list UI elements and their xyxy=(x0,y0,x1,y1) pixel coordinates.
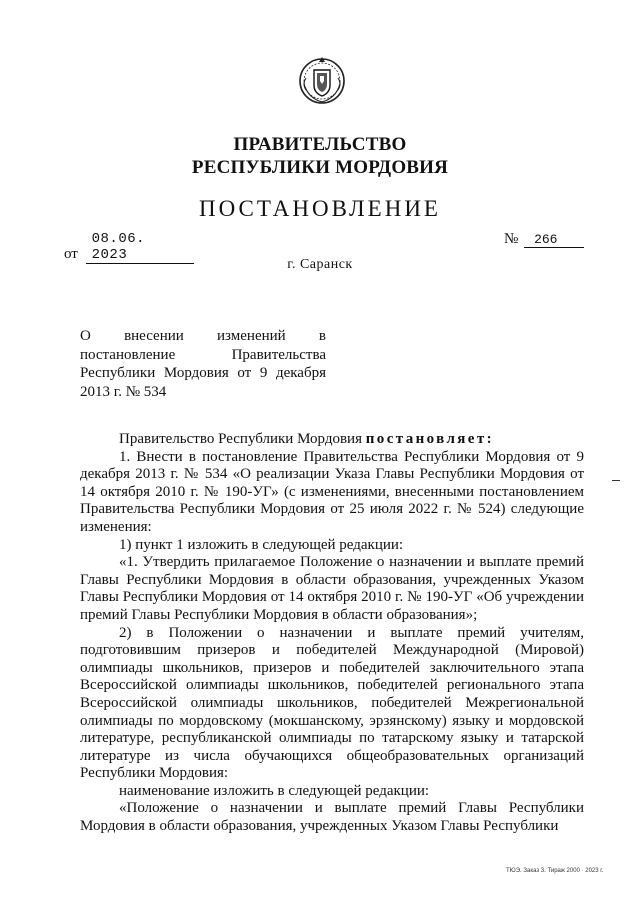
government-line-2: РЕСПУБЛИКИ МОРДОВИЯ xyxy=(191,157,449,178)
government-line-1: ПРАВИТЕЛЬСТВО xyxy=(233,134,407,155)
subject-line: 2013 г. № 534 xyxy=(80,383,167,400)
subject-line: О внесении изменений в xyxy=(80,328,326,344)
date-prefix: от xyxy=(64,246,78,262)
document-number: 266 xyxy=(524,232,584,248)
body-paragraph: «Положение о назначении и выплате премий Главы Республики Мордовия в области образования, учрежденных Указом Главы Республики xyxy=(80,800,584,835)
city-label: г. Саранск xyxy=(287,257,353,272)
intro-paragraph xyxy=(80,431,584,449)
number-prefix: № xyxy=(504,231,519,247)
margin-mark xyxy=(612,480,620,486)
body-paragraph: 1. Внести в постановление Правительства Республики Мордовия от 9 декабря 2013 г. № 534 «О реализации Указа Главы Республики Мордовия от 14 октября 2010 г. № 190-УГ» (с изменениями, внесенными постановлением Правительства Республики Мордовия от 25 июля 2022 г. № 524) следующие изменения: xyxy=(80,448,584,535)
body-paragraph: 2) в Положении о назначении и выплате премий учителям, подготовившим призеров и победителей Международной (Мировой) олимпиады школьников, призеров и победителей заключительного этапа Всероссийской олимпиады школьников, победителей регионального этапа Всероссийской олимпиады школьников, победителей Межрегиональной олимпиады по мордовскому (мокшанскому, эрзянскому) языку и мордовской литературе, республиканской олимпиады по татарскому языку и татарской литературе из числа обучающихся общеобразовательных организаций Республики Мордовия: xyxy=(80,624,584,782)
resolves-word: постановляет: xyxy=(365,431,495,447)
document-type-title: ПОСТАНОВЛЕНИЕ xyxy=(199,196,441,221)
subject-line: постановление Правительства xyxy=(80,346,326,363)
coat-of-arms-of-mordovia-icon xyxy=(296,54,348,106)
document-body xyxy=(80,431,584,836)
print-footer-note: ТЮЭ. Заказ 3. Тираж 2000 · 2023 г. xyxy=(506,868,604,874)
body-paragraph: «1. Утвердить прилагаемое Положение о назначении и выплате премий Главы Республики Мордовия в области образования, учрежденных Указом Главы Республики Мордовия от 14 октября 2010 г. № 190-УГ «Об учреждении премий Главы Республики Мордовия в области образования»; xyxy=(80,554,584,623)
body-paragraph: наименование изложить в следующей редакции: xyxy=(119,782,430,799)
subject-line: Республики Мордовия от 9 декабря xyxy=(80,365,326,381)
document-subject xyxy=(80,327,326,401)
number-line xyxy=(504,231,584,248)
body-paragraph: 1) пункт 1 изложить в следующей редакции: xyxy=(119,536,404,553)
document-date: 08.06. 2023 xyxy=(86,231,194,264)
government-name xyxy=(0,133,640,179)
intro-text: Правительство Республики Мордовия xyxy=(119,431,366,447)
